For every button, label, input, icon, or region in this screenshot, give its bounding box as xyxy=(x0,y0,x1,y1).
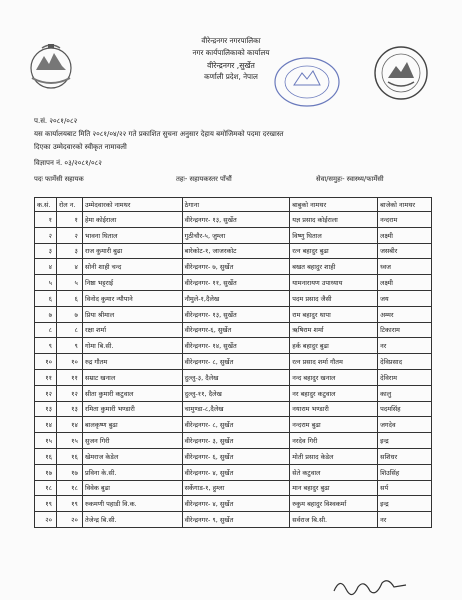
cell-serial: १३ xyxy=(35,401,57,417)
cell-father: रत्न प्रसाद शर्मा गौतम xyxy=(290,354,378,370)
cell-roll: २० xyxy=(56,512,82,528)
cell-roll: ७ xyxy=(56,306,82,322)
cell-name: भावना घिताल xyxy=(82,227,182,243)
cell-grandfather: टिकाराम xyxy=(378,322,432,338)
cell-name: सीता कुमारी कटुवाल xyxy=(82,385,182,401)
cell-father: रत्न बहादुर बुढा xyxy=(290,243,378,259)
cell-name: निष्ठा भट्टराई xyxy=(82,275,182,291)
table-row xyxy=(35,354,432,370)
cell-grandfather: कालु xyxy=(378,385,432,401)
cell-roll: ८ xyxy=(56,322,82,338)
cell-address: वीरेन्द्रनगर- ४, सुर्खेत xyxy=(182,496,290,512)
cell-name: हेमा कोईराला xyxy=(82,212,182,228)
table-row xyxy=(35,290,432,306)
table-row xyxy=(35,338,432,354)
cell-serial: ४ xyxy=(35,259,57,275)
cell-grandfather: पदमसिंह xyxy=(378,401,432,417)
cell-grandfather: सशिधर xyxy=(378,448,432,464)
col-header-grandfather: बाजेको नामथर xyxy=(378,198,432,212)
cell-roll: १८ xyxy=(56,480,82,496)
cell-roll: १९ xyxy=(56,496,82,512)
cell-name: सुजन गिरी xyxy=(82,433,182,449)
cell-father: ऋषिराम शर्मा xyxy=(290,322,378,338)
cell-roll: २ xyxy=(56,227,82,243)
cell-name: गोमा बि.सी. xyxy=(82,338,182,354)
cell-name: राज कुमारी बुढा xyxy=(82,243,182,259)
cell-grandfather: देविप्रसाद xyxy=(378,354,432,370)
cell-address: वीरेन्द्रनगर-६, सुर्खेत xyxy=(182,322,290,338)
cell-grandfather: शिउसिंह xyxy=(378,464,432,480)
cell-name: बालकृष्ण बुढा xyxy=(82,417,182,433)
cell-father: सर्वराज बि.सी. xyxy=(290,512,378,528)
cell-address: वीरेन्द्रनगर- ४, सुर्खेत xyxy=(182,464,290,480)
cell-serial: १७ xyxy=(35,464,57,480)
col-header-serial: क.सं. xyxy=(35,198,57,212)
header-office: नगर कार्यपालिकाको कार्यालय xyxy=(192,48,270,57)
cell-address: वीरेन्द्रनगर- ८, सुर्खेत xyxy=(182,354,290,370)
table-row xyxy=(35,496,432,512)
cell-address: वीरेन्द्रनगर- ३, सुर्खेत xyxy=(182,433,290,449)
cell-father: यज्ञ प्रसाद कोईराला xyxy=(290,212,378,228)
cell-serial: ११ xyxy=(35,369,57,385)
cell-grandfather: जगदेव xyxy=(378,417,432,433)
cell-roll: १० xyxy=(56,354,82,370)
cell-address: वीरेन्द्रनगर- ८, सुर्खेत xyxy=(182,417,290,433)
cell-grandfather: देविराम xyxy=(378,369,432,385)
cell-father: विष्णु घिताल xyxy=(290,227,378,243)
cell-serial: १५ xyxy=(35,433,57,449)
cell-roll: १२ xyxy=(56,385,82,401)
cell-serial: १० xyxy=(35,354,57,370)
cell-serial: ६ xyxy=(35,290,57,306)
cell-name: रक्षा शर्मा xyxy=(82,322,182,338)
cell-address: दुल्लु-३, दैलेख xyxy=(182,369,290,385)
cell-father: मोती प्रसाद केडेल xyxy=(290,448,378,464)
notice-body-line1: यस कार्यालयबाट मिति २०८१/०४/२२ गते प्रकाशित सुचना अनुसार देहाय बमोजिमको पदमा दरखास्त xyxy=(34,130,284,138)
cell-serial: १९ xyxy=(35,496,57,512)
cell-father: नन्द बहादुर खनाल xyxy=(290,369,378,385)
cell-name: सम्राट खनाल xyxy=(82,369,182,385)
cell-grandfather: ध्वज xyxy=(378,259,432,275)
header-location: वीरेन्द्रनगर ,सुर्खेत xyxy=(207,61,255,70)
table-row xyxy=(35,243,432,259)
cell-name: खेमराज केडेल xyxy=(82,448,182,464)
cell-serial: १ xyxy=(35,212,57,228)
cell-grandfather: इन्द्र xyxy=(378,496,432,512)
cell-father: नन्दराम बुढा xyxy=(290,417,378,433)
cell-father: मान बहादुर बुढा xyxy=(290,480,378,496)
cell-serial: ९ xyxy=(35,338,57,354)
cell-grandfather: अम्मर xyxy=(378,306,432,322)
cell-address: वीरेन्द्रनगर- १४, सुर्खेत xyxy=(182,338,290,354)
cell-serial: ८ xyxy=(35,322,57,338)
col-header-roll: रोल न. xyxy=(56,198,82,212)
cell-grandfather: लक्ष्मी xyxy=(378,275,432,291)
cell-grandfather: जसबीर xyxy=(378,243,432,259)
signature xyxy=(330,573,410,599)
cell-father: यामनारायण उपाध्याय xyxy=(290,275,378,291)
cell-roll: ५ xyxy=(56,275,82,291)
cell-serial: १८ xyxy=(35,480,57,496)
cell-address: बारेकोट-१, जाजरकोट xyxy=(182,243,290,259)
cell-address: वीरेन्द्रनगर- ७, सुर्खेत xyxy=(182,259,290,275)
notice-body-line2: दिएका उम्मेदवारको स्वीकृत नामावली xyxy=(34,143,127,151)
cell-roll: १४ xyxy=(56,417,82,433)
col-header-father: बाबुको नामथर xyxy=(290,198,378,212)
cell-roll: १३ xyxy=(56,401,82,417)
cell-name: तेजेन्द्र बि.सी. xyxy=(82,512,182,528)
cell-roll: ६ xyxy=(56,290,82,306)
header-province: कर्णाली प्रदेश, नेपाल xyxy=(204,72,258,81)
cell-father: नरदेव गिरी xyxy=(290,433,378,449)
post-label: पदः फार्मेसी सहायक xyxy=(34,175,84,183)
table-row xyxy=(35,306,432,322)
cell-name: रमिता कुमारी भण्डारी xyxy=(82,401,182,417)
cell-serial: २० xyxy=(35,512,57,528)
table-row xyxy=(35,433,432,449)
cell-father: राम बहादुर थापा xyxy=(290,306,378,322)
table-row xyxy=(35,369,432,385)
table-row xyxy=(35,417,432,433)
table-row xyxy=(35,480,432,496)
cell-serial: ७ xyxy=(35,306,57,322)
cell-address: दुल्लु-११, दैलेख xyxy=(182,385,290,401)
cell-father: नर बहादुर कटुवाल xyxy=(290,385,378,401)
cell-address: वीरेन्द्रनगर- १३, सुर्खेत xyxy=(182,212,290,228)
reference-number: प.सं. २०८१/०८२ xyxy=(34,117,78,125)
table-row xyxy=(35,464,432,480)
cell-grandfather: सर्प xyxy=(378,480,432,496)
cell-address: वीरेन्द्रनगर- ६, सुर्खेत xyxy=(182,448,290,464)
advertisement-number: विज्ञापन नं. ०३/२०८१/०८२ xyxy=(34,159,102,167)
cell-roll: १ xyxy=(56,212,82,228)
cell-name: विनोद कुमार न्यौपाने xyxy=(82,290,182,306)
cell-father: हर्क बहादुर बुढा xyxy=(290,338,378,354)
cell-address: गुठीचौर-५, जुम्ला xyxy=(182,227,290,243)
table-row xyxy=(35,401,432,417)
service-label: सेवा/समुहः- स्वास्थ्य/फार्मेसी xyxy=(316,175,384,183)
cell-roll: ९ xyxy=(56,338,82,354)
cell-name: प्रिया श्रीमाल xyxy=(82,306,182,322)
cell-roll: १५ xyxy=(56,433,82,449)
cell-grandfather: नर xyxy=(378,512,432,528)
cell-name: रुद्र गौतम xyxy=(82,354,182,370)
table-row xyxy=(35,212,432,228)
cell-grandfather: नर xyxy=(378,338,432,354)
cell-name: प्रविना के.सी. xyxy=(82,464,182,480)
cell-father: नयाराम भण्डारी xyxy=(290,401,378,417)
level-label: तहः- सहायकस्तर पाँचौं xyxy=(176,175,232,183)
table-row xyxy=(35,512,432,528)
cell-grandfather: नन्दराम xyxy=(378,212,432,228)
cell-serial: ३ xyxy=(35,243,57,259)
cell-address: सर्केगाड-१, हुम्ला xyxy=(182,480,290,496)
cell-roll: १७ xyxy=(56,464,82,480)
cell-address: नौमुले-१,दैलेख xyxy=(182,290,290,306)
cell-roll: ४ xyxy=(56,259,82,275)
cell-address: वीरेन्द्रनगर- ११, सुर्खेत xyxy=(182,275,290,291)
cell-grandfather: जय xyxy=(378,290,432,306)
cell-name: सोनी शाही चन्द xyxy=(82,259,182,275)
cell-grandfather: इन्द्र xyxy=(378,433,432,449)
table-header-row xyxy=(35,198,432,212)
candidate-table xyxy=(34,197,432,528)
cell-roll: ११ xyxy=(56,369,82,385)
cell-address: वीरेन्द्रनगर- ९, सुर्खेत xyxy=(182,512,290,528)
cell-address: वीरेन्द्रनगर- १३, सुर्खेत xyxy=(182,306,290,322)
table-row xyxy=(35,227,432,243)
cell-roll: ३ xyxy=(56,243,82,259)
header-municipality: वीरेन्द्रनगर नगरपालिका xyxy=(201,36,261,45)
cell-name: विवेक बुढा xyxy=(82,480,182,496)
cell-serial: १६ xyxy=(35,448,57,464)
cell-serial: ५ xyxy=(35,275,57,291)
cell-name: रुकमणी पहाडी वि.क. xyxy=(82,496,182,512)
cell-father: रुकुम बहादुर विश्वकर्मा xyxy=(290,496,378,512)
cell-roll: १६ xyxy=(56,448,82,464)
cell-address: चामुण्डा-८,दैलेख xyxy=(182,401,290,417)
table-row xyxy=(35,448,432,464)
table-row xyxy=(35,322,432,338)
table-row xyxy=(35,385,432,401)
table-row xyxy=(35,275,432,291)
col-header-address: ठेगाना xyxy=(182,198,290,212)
cell-serial: १२ xyxy=(35,385,57,401)
col-header-name: उम्मेदवारको नामथर xyxy=(82,198,182,212)
cell-serial: २ xyxy=(35,227,57,243)
cell-serial: १४ xyxy=(35,417,57,433)
table-row xyxy=(35,259,432,275)
cell-father: सेते कटुवाल xyxy=(290,464,378,480)
cell-father: पदम प्रसाद जैसी xyxy=(290,290,378,306)
cell-grandfather: लक्ष्मी xyxy=(378,227,432,243)
cell-father: बखत बहादुर शाही xyxy=(290,259,378,275)
